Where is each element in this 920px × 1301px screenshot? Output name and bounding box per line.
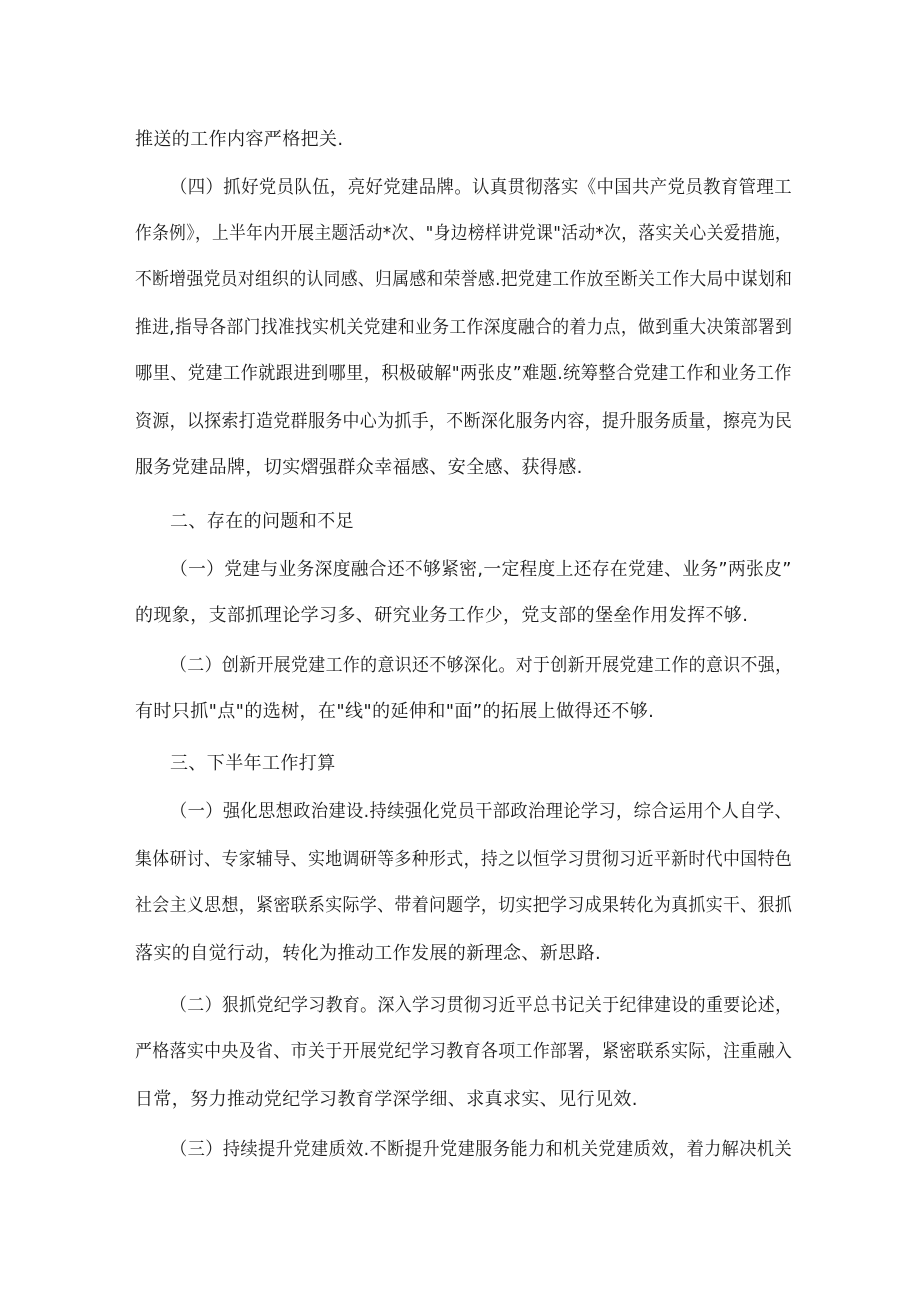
text-line: 推送的工作内容严格把关. [135, 129, 344, 150]
section-heading-2: （二）创新开展党建工作的意识还不够深化。对于创新开展党建工作的意识不强， [170, 655, 793, 676]
text-line: 有时只抓"点"的选树，在"线"的延伸和"面”的拓展上做得还不够. [135, 701, 655, 722]
text-line: 推进,指导各部门找准找实机关党建和业务工作深度融合的着力点，做到重大决策部署到 [135, 317, 793, 338]
text-line: 落实的自觉行动，转化为推动工作发展的新理念、新思路. [135, 943, 602, 964]
section-heading-1: （一）强化思想政治建设.持续强化党员干部政治理论学习，综合运用个人自学、 [170, 801, 793, 822]
text-line: 哪里、党建工作就跟进到哪里，积极破解"两张皮”难题.统筹整合党建工作和业务工作 [135, 363, 792, 384]
section-title-problems: 二、存在的问题和不足 [170, 511, 354, 532]
section-heading-4: （四）抓好党员队伍，亮好党建品牌。认真贯彻落实《中国共产党员教育管理工 [170, 177, 792, 198]
text-line: 集体研讨、专家辅导、实地调研等多种形式，持之以恒学习贯彻习近平新时代中国特色 [135, 849, 793, 870]
text-line: 不断增强党员对组织的认同感、归属感和荣誉感.把党建工作放至断关工作大局中谋划和 [135, 269, 793, 290]
text-line: 服务党建品牌，切实熠强群众幸福感、安全感、获得感. [135, 457, 583, 478]
text-line: 资源，以探索打造党群服务中心为抓手，不断深化服务内容，提升服务质量，擦亮为民 [135, 411, 793, 432]
section-heading-2: （二）狠抓党纪学习教育。深入学习贯彻习近平总书记关于纪律建设的重要论述， [170, 995, 793, 1016]
text-line: 的现象，支部抓理论学习多、研究业务工作少，党支部的堡垒作用发挥不够. [135, 605, 749, 626]
text-line: 社会主义思想，紧密联系实际学、带着问题学，切实把学习成果转化为真抓实干、狠抓 [135, 895, 793, 916]
text-line: 严格落实中央及省、市关于开展党纪学习教育各项工作部署，紧密联系实际，注重融入 [135, 1041, 793, 1062]
section-heading-1: （一）党建与业务深度融合还不够紧密,一定程度上还存在党建、业务”两张皮” [170, 559, 792, 580]
section-heading-3: （三）持续提升党建质效.不断提升党建服务能力和机关党建质效，着力解决机关 [170, 1139, 793, 1160]
text-line: 作条例》，上半年内开展主题活动*次、"身边榜样讲党课"活动*次，落实关心关爱措施， [135, 223, 792, 244]
text-line: 日常，努力推动党纪学习教育学深学细、求真求实、见行见效. [135, 1089, 638, 1110]
section-title-plans: 三、下半年工作打算 [170, 753, 336, 774]
